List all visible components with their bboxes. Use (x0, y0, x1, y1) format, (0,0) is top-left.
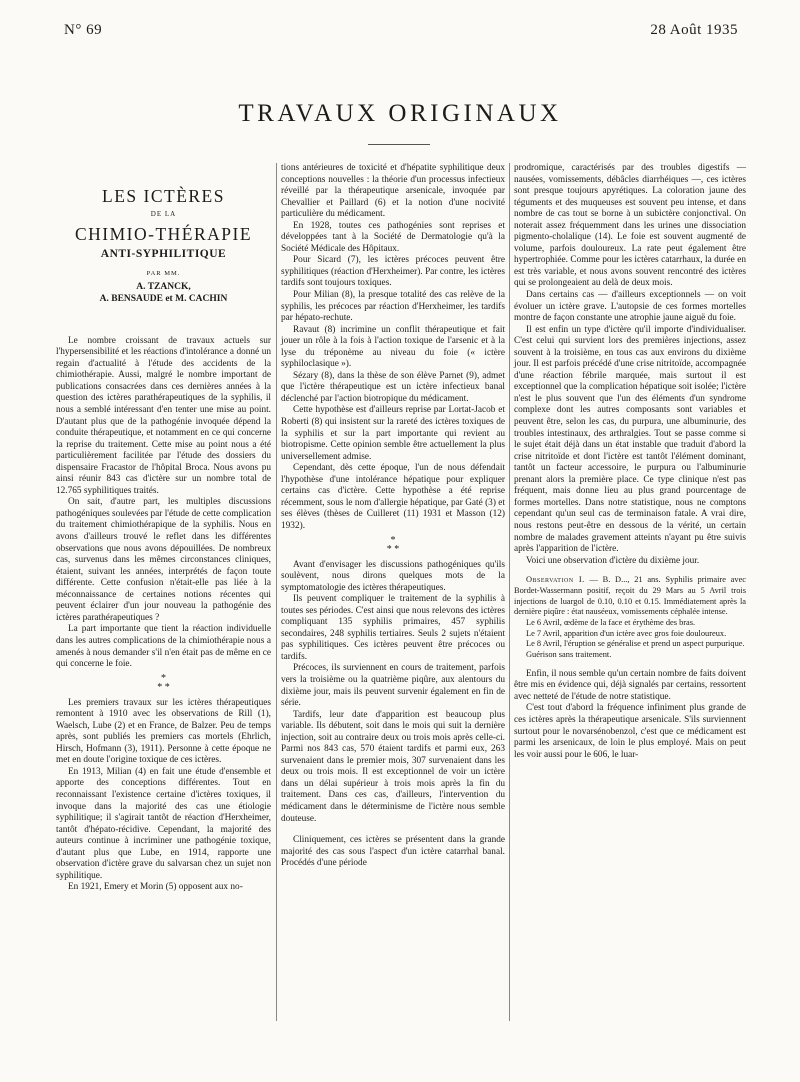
article-authors-line2: A. BENSAUDE et M. CACHIN (99, 294, 228, 305)
column-3 (514, 163, 746, 761)
observation-paragraph (514, 575, 746, 618)
observation-paragraph: Le 8 Avril, l'éruption se généralise et prend un aspect purpurique. (526, 639, 745, 649)
paragraph: Pour Milian (8), la presque totalité des cas relève de la syphilis, les précoces par réaction d'Herxheimer, les tardifs par hépato-rechute. (281, 290, 505, 324)
column-1 (56, 163, 271, 894)
issue-number: N° 69 (64, 22, 103, 38)
paragraph: Cette hypothèse est d'ailleurs reprise par Lortat-Jacob et Roberti (8) qui insistent sur la rareté des ictères toxiques de la syphilis et sur la part importante qui revient au biotropisme. Cette opinion semble être actuellement la plus universellement admise. (281, 405, 505, 462)
paragraph: Avant d'envisager les discussions pathogéniques qu'ils soulèvent, nous dirons quelques mots de la symptomatologie des ictères thérapeutiques. (281, 559, 505, 593)
observation-block (514, 575, 746, 661)
paragraph: On sait, d'autre part, les multiples discussions pathogéniques soulevées par l'étude de cette complication du traitement chimiothérapique de la syphilis. Nous en avons d'ailleurs trouvé le reflet dans les différentes observations que nous avons dépouillées. De nombreux cas, survenus dans les mêmes circonstances cliniques, étaient, suivant les années, interprétés de façon toute différente. Cette confusion n'était-elle pas liée à la méconnaissance de certaines notions récentes qui peuvent éclairer d'un jour nouveau la pathogénie des ictères parathérapeutiques ? (56, 497, 271, 623)
paragraph: La part importante que tient la réaction individuelle dans les autres complications de la chimiothérapie nous a amenés à nous demander s'il n'en était pas de même en ce qui concerne le foie. (56, 624, 271, 670)
paragraph: En 1913, Milian (4) en fait une étude d'ensemble et apporte des conceptions différentes. Tout en reconnaissant l'existence certaine d'ictères toxiques, il invoque dans la majorité des cas une étiologie syphilitique; il s'agirait tantôt de réaction d'Herxheimer, tantôt d'hépato-récidive. Cependant, la majorité des auteurs continue à incriminer une pathogénie toxique, d'autant plus que Lube, en 1914, rapporte une observation d'ictère grave du salvarsan chez un sujet non syphilitique. (56, 766, 271, 881)
issue-date: 28 Août 1935 (650, 22, 738, 38)
paragraph: C'est tout d'abord la fréquence infiniment plus grande de ces ictères après la thérapeutique arsenicale. S'ils surviennent surtout pour le novarsénobenzol, c'est que ce médicament est parmi les arsenicaux, de loin le plus employé. Mais on peut les voir aussi pour le 606, le luar- (514, 703, 746, 760)
paragraph: Sézary (8), dans la thèse de son élève Parnet (9), admet que l'ictère thérapeutique est un ictère infectieux banal déclenché par l'action biotropique du médicament. (281, 370, 505, 404)
section-separator: * * * (157, 672, 170, 693)
article-by: PAR MM. (146, 270, 181, 278)
paragraph: Ils peuvent compliquer le traitement de la syphilis à toutes ses périodes. C'est ainsi que nous relevons des ictères compliquant 135 syphilis primaires, 457 syphilis secondaires, 248 syphilis tertiaires. Seuls 2 sujets n'étaient pas syphilitiques. Ces ictères peuvent être précoces ou tardifs. (281, 594, 505, 662)
paragraph: Pour Sicard (7), les ictères précoces peuvent être syphilitiques (réaction d'Herxheimer). Par contre, les ictères tardifs sont toujours toxiques. (281, 255, 505, 289)
article-title-line1: LES ICTÈRES (102, 186, 225, 206)
article-heading (56, 186, 271, 306)
article-authors-line1: A. TZANCK, (136, 281, 191, 292)
paragraph: Voici une observation d'ictère du dixième jour. (526, 555, 700, 566)
article-title-line3: CHIMIO-THÉRAPIE (74, 223, 253, 244)
column-2 (281, 163, 505, 870)
observation-paragraph: Le 7 Avril, apparition d'un ictère avec gros foie douloureux. (526, 628, 727, 638)
paragraph: Précoces, ils surviennent en cours de traitement, parfois vers la troisième ou la quatrième piqûre, aux alentours du dixième jour, mais ils peuvent survenir également en fin de série. (281, 663, 505, 709)
article-title-line4: ANTI-SYPHILITIQUE (100, 247, 227, 260)
title-rule (368, 144, 430, 145)
observation-text: — B. D..., 21 ans. Syphilis primaire avec Bordet-Wassermann positif, reçoit du 29 Mars au 5 Avril trois injections de luargol de 0.10, 0.10 et 0.15. Immédiatement après la dernière piqûre : état nauséeux, vomissements céphalée intense. (514, 575, 747, 617)
observation-label: Observation I. (526, 575, 585, 585)
paragraph: tions antérieures de toxicité et d'hépatite syphilitique deux conceptions nouvelles : la théorie d'un processus infectieux réveillé par la thérapeutique arsenicale, invoquée par Chevallier et Paillard (6) et la notion d'une nocivité particulière du médicament. (281, 163, 505, 220)
paragraph: Enfin, il nous semble qu'un certain nombre de faits doivent être mis en évidence qui, déjà signalés par certains, ressortent avec netteté de l'étude de notre statistique. (514, 668, 746, 702)
article-title-line2: DE LA (150, 210, 177, 218)
observation-paragraph: Le 6 Avril, œdème de la face et érythème des bras. (526, 617, 696, 627)
paragraph: Tardifs, leur date d'apparition est beaucoup plus variable. Ils débutent, soit dans le mois qui suit la dernière injection, soit au contraire deux ou trois mois après celle-ci. Parmi nos 843 cas, 570 étaient tardifs et parmi eux, 263 survenaient dans le premier mois, 307 survenaient dans les deux ou trois mois. Il est exceptionnel de voir un ictère dans un délai supérieur à trois mois après la fin du traitement. Dans ces cas, d'ailleurs, l'intervention du médicament dans le déterminisme de l'ictère nous semble douteuse. (281, 709, 505, 824)
paragraph: Ravaut (8) incrimine un conflit thérapeutique et fait jouer un rôle à la fois à l'action toxique de l'arsenic et à la lyse du tréponème au niveau du foie (« ictère syphiloclasique »). (281, 324, 505, 370)
observation-paragraph: Guérison sans traitement. (526, 650, 612, 660)
section-title: TRAVAUX ORIGINAUX (238, 100, 562, 127)
paragraph: prodromique, caractérisés par des troubles digestifs — nausées, vomissements, débâcles diarrhéiques —, ces ictères sont presque toujours apyrétiques. La coloration jaune des téguments et des muqueuses est souvent peu intense, et dans nombre de cas tout se borne à un subictère conjonctival. On noterait assez fréquemment dans les urines une dissociation pigmento-cholalique (14). Le foie est souvent augmenté de volume, parfois douloureux. La rate peut également être hypertrophiée. Comme pour les ictères catarrhaux, la durée en est très variable, et nous avons souvent rencontré des ictères qui se prolongeaient au delà de deux mois. (514, 163, 746, 289)
paragraph: En 1928, toutes ces pathogénies sont reprises et développées tant à la Société de Dermatologie qu'à la Société Médicale des Hôpitaux. (281, 220, 505, 254)
paragraph: Cliniquement, ces ictères se présentent dans la grande majorité des cas sous l'aspect d'un ictère catarrhal banal. Procédés d'une période (281, 835, 505, 869)
paragraph: Les premiers travaux sur les ictères thérapeutiques remontent à 1910 avec les observations de Rill (1), Waelsch, Lube (2) et en France, de Balzer. Peu de temps après, sont publiés les premiers cas mortels (Ehrlich, Hirsch, Hofmann (3), 1911). Personne à cette époque ne met en doute l'origine toxique de ces ictères. (56, 697, 271, 766)
paragraph: Le nombre croissant de travaux actuels sur l'hypersensibilité et les réactions d'intolérance a donné un regain d'actualité à l'étude des accidents de la chimiothérapie. Aussi, malgré le nombre important de publications consacrées dans ces dernières années à la question des ictères parathérapeutiques de la syphilis, il nous a semblé intéressant d'en tenter une mise au point. D'autant plus que de la pathogénie invoquée dépend la conduite thérapeutique, et notamment en ce qui concerne la reprise du traitement. Cette mise au point nous a été particulièrement facilitée par l'étude des dossiers du dispensaire Fracastor de l'hôpital Broca. Nous avons pu ainsi réunir 843 cas d'ictère sur un nombre total de 12.765 syphilitiques traités. (56, 335, 271, 496)
paragraph: Il est enfin un type d'ictère qu'il importe d'individualiser. C'est celui qui survient lors des premières injections, assez souvent à la troisième, en tous cas aux environs du dixième jour. Il est parfois précédé d'une crise nitritoïde, accompagnée d'une réaction fébrile marquée, mais surtout il est exceptionnel que la complication hépatique soit isolée; l'ictère n'est le plus souvent que l'un des éléments d'un syndrome complexe dont les autres composants sont variables et peuvent être, selon les cas, du purpura, une albuminurie, des troubles intestinaux, des arthralgies. Tout se passe comme si le sujet était déjà dans un état instable que traduit d'abord la crise nitritoïde et dont l'ictère est tantôt l'élément dominant, tantôt un facteur accessoire, le purpura ou l'albuminurie prenant alors la première place. Ce type clinique n'est pas fréquent, mais donne lieu au plus grand pourcentage de formes mortelles. Dans notre statistique, nous ne comptons cependant qu'un seul cas de terminaison fatale. A vrai dire, nous restons peut-être en dessous de la vérité, un certain nombre de malades gravement atteints n'ayant pu être suivis après l'apparition de l'ictère. (514, 324, 746, 555)
paragraph: Cependant, dès cette époque, l'un de nous défendait l'hypothèse d'une intolérance hépatique pour expliquer certains cas d'ictère. Cette hypothèse a été reprise récemment, sous le nom d'allergie hépatique, par Gaté (3) et ses élèves (thèses de Cuilleret (11) 1931 et Masson (12) 1932). (281, 463, 505, 531)
paragraph: Dans certains cas — d'ailleurs exceptionnels — on voit évoluer un ictère grave. L'autopsie de ces formes mortelles montre de façon constante une atrophie jaune aiguë du foie. (514, 290, 746, 324)
column-divider-2 (509, 163, 510, 1021)
section-separator: * * * (386, 534, 400, 555)
column-divider-1 (276, 163, 277, 1021)
paragraph: En 1921, Emery et Morin (5) opposent aux no- (68, 882, 243, 893)
